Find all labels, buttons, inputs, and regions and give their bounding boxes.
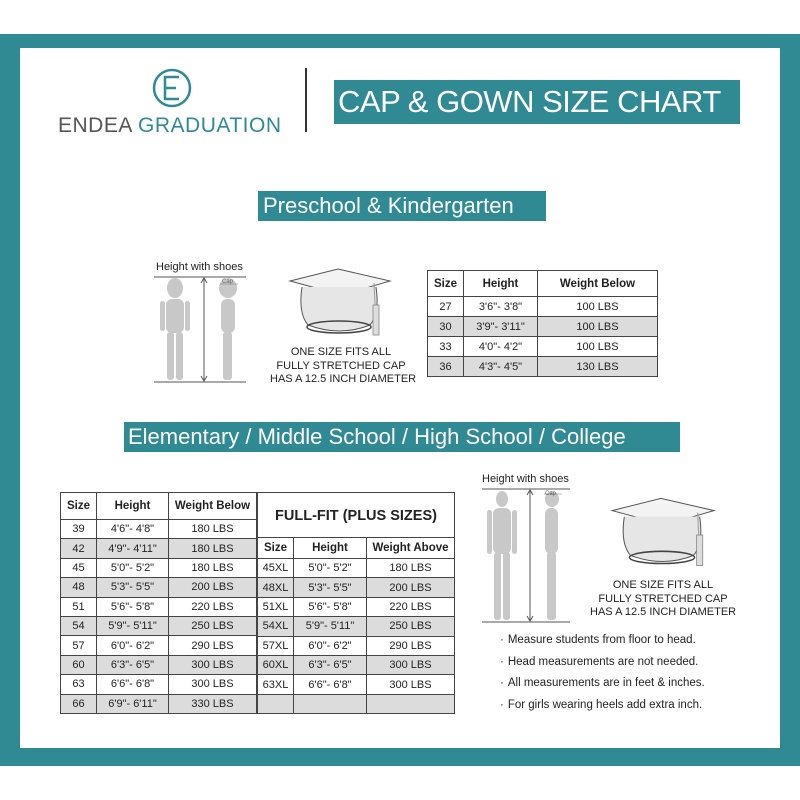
preschool-section-title: Preschool & Kindergarten: [258, 191, 546, 221]
list-item: · For girls wearing heels add extra inch.: [500, 699, 705, 721]
table-row: 60XL 6'3"- 6'5" 300 LBS: [258, 655, 455, 674]
elementary-section-title: Elementary / Middle School / High School / College: [124, 422, 680, 452]
table-row: 66 6'9"- 6'11" 330 LBS: [61, 694, 257, 713]
table-row: 42 4'9"- 4'11" 180 LBS: [61, 539, 257, 558]
table-row: 54 5'9"- 5'11" 250 LBS: [61, 616, 257, 635]
eg-monogram-icon: [152, 68, 192, 108]
table-header: Height: [294, 538, 367, 559]
header-divider: [305, 68, 307, 132]
brand-suffix: GRADUATION: [138, 114, 282, 137]
child-silhouette-icon: [150, 274, 250, 386]
table-header: Weight Below: [169, 493, 257, 520]
table-row: 33 4'0"- 4'2" 100 LBS: [428, 337, 658, 357]
list-item: · All measurements are in feet & inches.: [500, 677, 705, 699]
preschool-cap-caption: ONE SIZE FITS ALL FULLY STRETCHED CAP HAS A 12.5 INCH DIAMETER: [270, 346, 417, 385]
table-row: 30 3'9"- 3'11" 100 LBS: [428, 317, 658, 337]
measurement-notes: [500, 634, 705, 720]
full-fit-title: FULL-FIT (PLUS SIZES): [257, 492, 455, 538]
table-row: 48XL 5'3"- 5'5" 200 LBS: [258, 578, 455, 597]
brand-prefix: ENDEA: [58, 114, 132, 137]
table-row: 60 6'3"- 6'5" 300 LBS: [61, 655, 257, 674]
preschool-figure-label: Height with shoes: [156, 261, 243, 273]
brand-name: [58, 114, 282, 138]
page-title: CAP & GOWN SIZE CHART: [334, 80, 740, 124]
table-row: 57XL 6'0"- 6'2" 290 LBS: [258, 636, 455, 655]
table-row: [258, 694, 455, 713]
table-row: 45XL 5'0"- 5'2" 180 LBS: [258, 559, 455, 578]
graduation-cap-icon: [286, 265, 394, 343]
table-row: 27 3'6"- 3'8" 100 LBS: [428, 297, 658, 317]
table-header: Weight Above: [367, 538, 455, 559]
table-row: 48 5'3"- 5'5" 200 LBS: [61, 578, 257, 597]
table-header: Size: [258, 538, 294, 559]
graduation-cap-icon: [608, 494, 718, 574]
table-row: 54XL 5'9"- 5'11" 250 LBS: [258, 617, 455, 636]
table-row: 45 5'0"- 5'2" 180 LBS: [61, 558, 257, 577]
table-row: 63XL 6'6"- 6'8" 300 LBS: [258, 675, 455, 694]
table-header: Height: [464, 271, 538, 297]
table-row: 63 6'6"- 6'8" 300 LBS: [61, 675, 257, 694]
preschool-cap-tag: Cap: [222, 279, 234, 285]
table-header: Height: [97, 493, 169, 520]
elementary-figure-label: Height with shoes: [482, 473, 569, 485]
table-header: Size: [428, 271, 464, 297]
table-row: 51XL 5'6"- 5'8" 220 LBS: [258, 597, 455, 616]
adult-silhouette-icon: [478, 486, 574, 626]
full-fit-size-table: [257, 537, 455, 714]
elementary-cap-caption: ONE SIZE FITS ALL FULLY STRETCHED CAP HAS A 12.5 INCH DIAMETER: [590, 579, 737, 618]
preschool-size-table: [427, 270, 658, 377]
standard-size-table: [60, 492, 257, 714]
table-header: Size: [61, 493, 97, 520]
table-row: 51 5'6"- 5'8" 220 LBS: [61, 597, 257, 616]
list-item: · Head measurements are not needed.: [500, 656, 705, 678]
list-item: · Measure students from floor to head.: [500, 634, 705, 656]
table-row: 57 6'0"- 6'2" 290 LBS: [61, 636, 257, 655]
table-row: 36 4'3"- 4'5" 130 LBS: [428, 357, 658, 377]
table-row: 39 4'6"- 4'8" 180 LBS: [61, 520, 257, 539]
elementary-cap-tag: Cap: [545, 491, 557, 497]
table-header: Weight Below: [538, 271, 658, 297]
